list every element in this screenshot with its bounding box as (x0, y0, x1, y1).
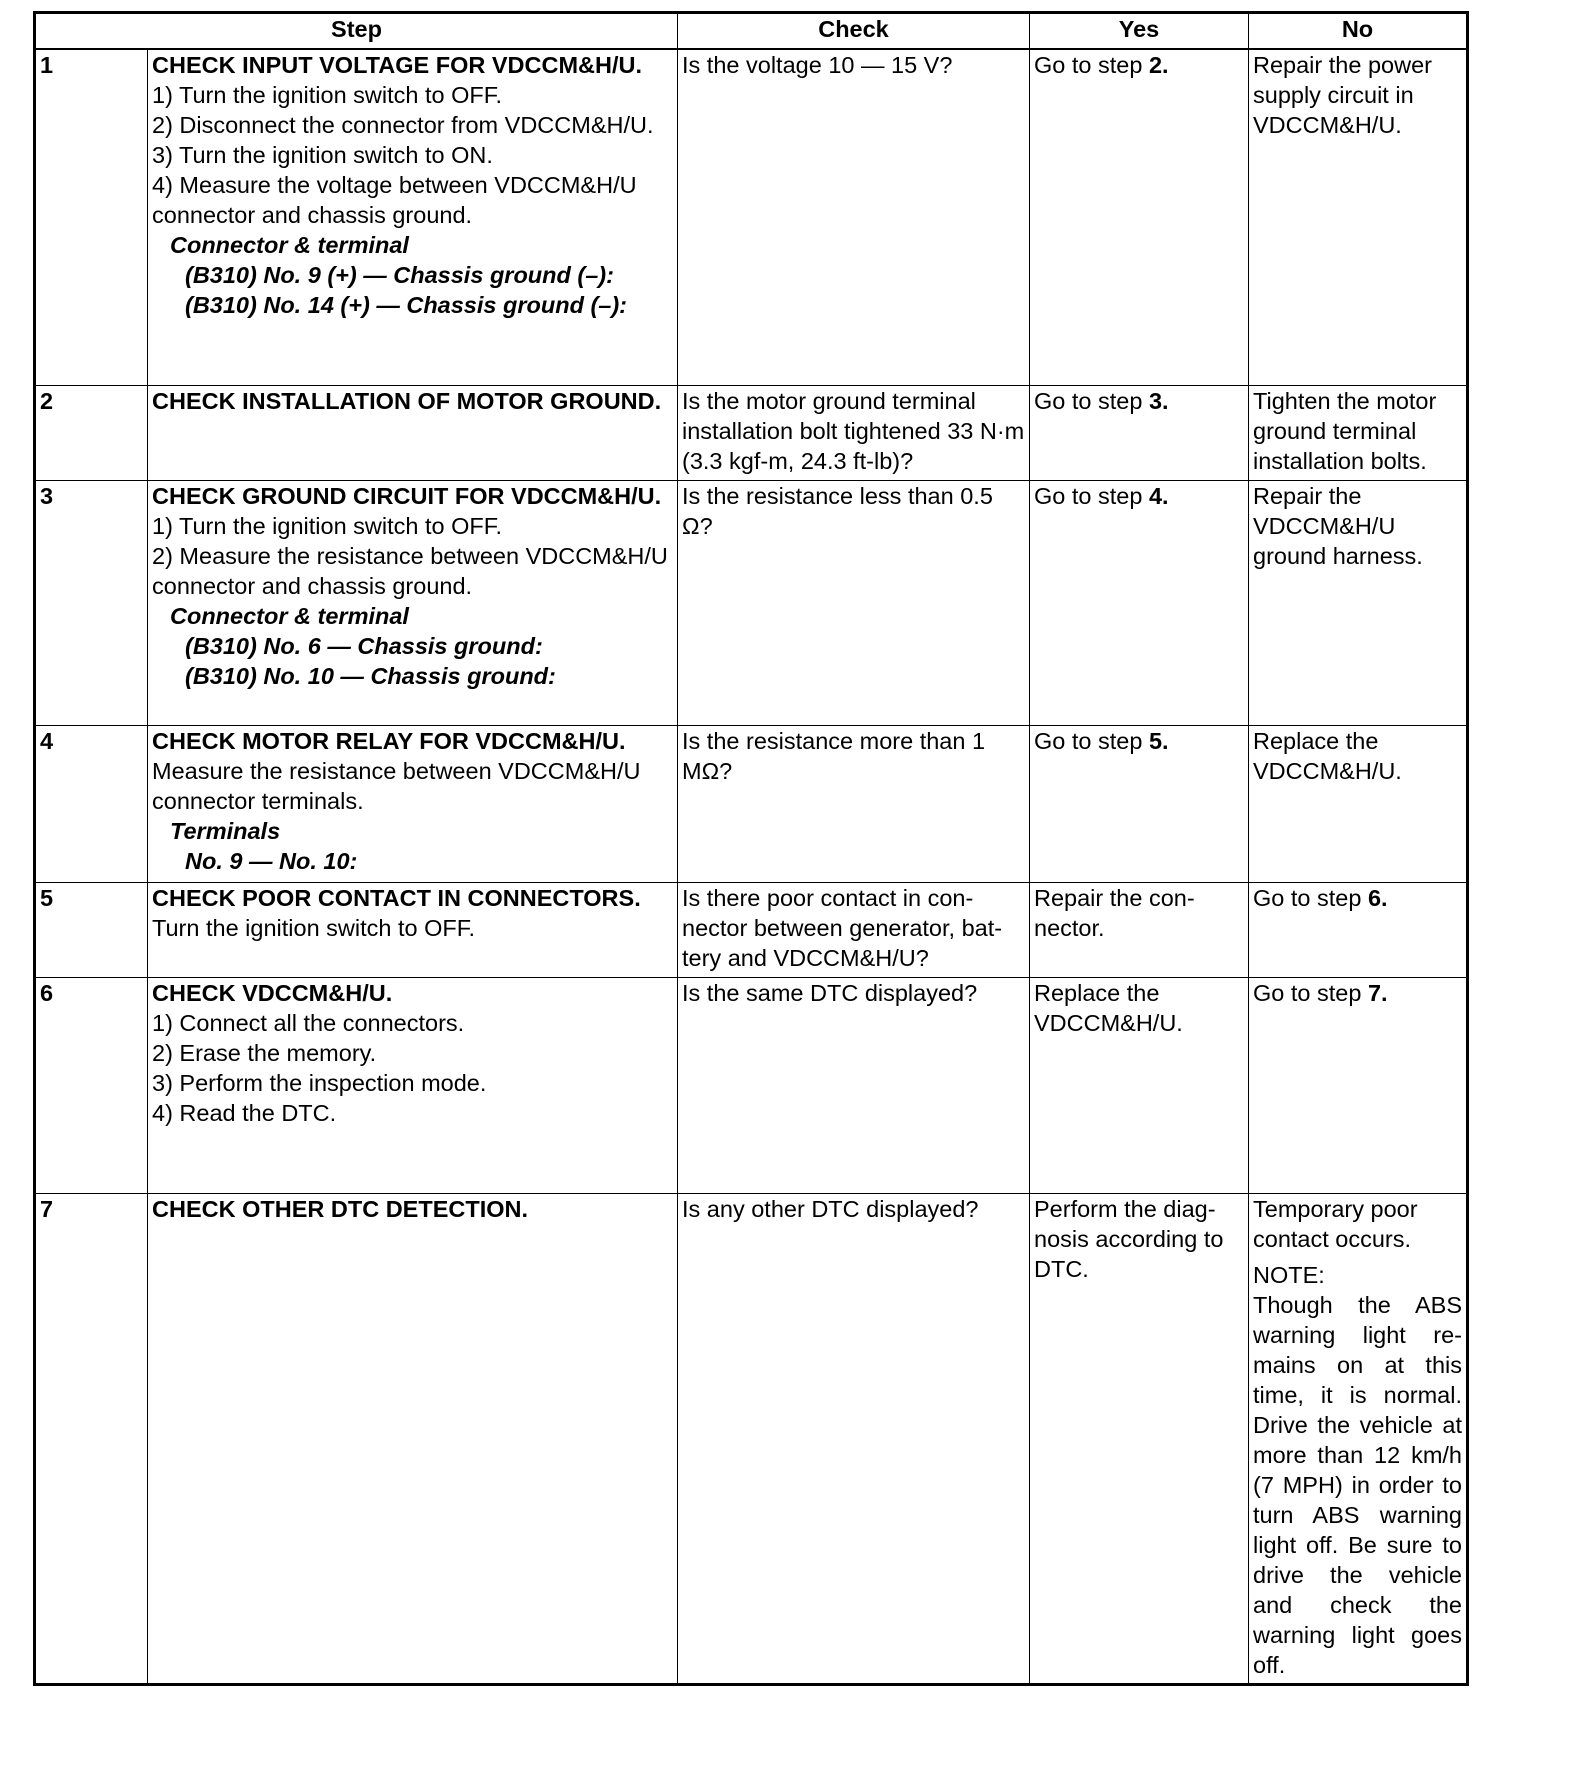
step-description (148, 481, 678, 726)
yes-cell (1030, 481, 1249, 726)
yes-cell (1030, 49, 1249, 386)
note-text: Though the ABS warning light re-mains on at this time, it is normal. Drive the vehicle at more than 12 km/h (7 MPH) in order to turn ABS warning light off. Be sure to drive the vehicle and check the warning light goes off. (1253, 1292, 1462, 1678)
table-row (35, 726, 1468, 883)
step-number: 5 (35, 883, 148, 978)
step-instruction: 4) Measure the voltage between VDCCM&H/U connector and chassis ground. (152, 172, 637, 228)
step-instruction: 1) Connect all the connectors. (152, 1010, 465, 1036)
step-instruction: Turn the ignition switch to OFF. (152, 915, 476, 941)
step-title: CHECK OTHER DTC DETECTION. (152, 1196, 528, 1222)
step-description (148, 386, 678, 481)
step-number: 2 (35, 386, 148, 481)
step-instruction: 3) Perform the inspection mode. (152, 1070, 487, 1096)
yes-cell (1030, 726, 1249, 883)
step-number: 6 (35, 978, 148, 1194)
no-step-ref: 6. (1367, 885, 1388, 911)
no-cell: Repair the power supply circuit in VDCCM&H/U. (1249, 49, 1468, 386)
step-instruction: 2) Disconnect the connector from VDCCM&H/U. (152, 112, 654, 138)
yes-cell: Repair the con-nector. (1030, 883, 1249, 978)
yes-step-ref: 5. (1148, 728, 1169, 754)
check-cell: Is there poor contact in con-nector between generator, bat-tery and VDCCM&H/U? (678, 883, 1030, 978)
no-cell (1249, 883, 1468, 978)
step-description (148, 883, 678, 978)
yes-prefix: Go to step (1034, 728, 1149, 754)
diagnostic-procedure-table (33, 11, 1469, 1686)
table-row (35, 978, 1468, 1194)
table-row (35, 883, 1468, 978)
yes-cell: Replace the VDCCM&H/U. (1030, 978, 1249, 1194)
step-instruction: Measure the resistance between VDCCM&H/U connector terminals. (152, 758, 641, 814)
header-yes: Yes (1030, 13, 1249, 50)
spec-item: (B310) No. 9 (+) — Chassis ground (–): (185, 262, 614, 288)
no-prefix: Go to step (1253, 980, 1368, 1006)
no-step-ref: 7. (1367, 980, 1388, 1006)
no-prefix: Go to step (1253, 885, 1368, 911)
yes-cell (1030, 386, 1249, 481)
check-cell: Is the voltage 10 — 15 V? (678, 49, 1030, 386)
yes-cell: Perform the diag-nosis according to DTC. (1030, 1194, 1249, 1685)
step-instruction: 2) Measure the resistance between VDCCM&H/U connector and chassis ground. (152, 543, 668, 599)
step-description (148, 1194, 678, 1685)
step-description (148, 49, 678, 386)
step-number: 4 (35, 726, 148, 883)
check-cell: Is any other DTC displayed? (678, 1194, 1030, 1685)
header-check: Check (678, 13, 1030, 50)
check-cell: Is the motor ground terminal installation bolt tightened 33 N·m (3.3 kgf-m, 24.3 ft-lb)? (678, 386, 1030, 481)
step-number: 7 (35, 1194, 148, 1685)
table-row (35, 1194, 1468, 1685)
step-title: CHECK VDCCM&H/U. (152, 980, 393, 1006)
check-cell: Is the same DTC displayed? (678, 978, 1030, 1194)
step-title: CHECK POOR CONTACT IN CONNECTORS. (152, 885, 641, 911)
step-title: CHECK INPUT VOLTAGE FOR VDCCM&H/U. (152, 52, 643, 78)
step-title: CHECK MOTOR RELAY FOR VDCCM&H/U. (152, 728, 626, 754)
yes-prefix: Go to step (1034, 483, 1149, 509)
spec-item: (B310) No. 10 — Chassis ground: (185, 663, 556, 689)
check-cell: Is the resistance more than 1 MΩ? (678, 726, 1030, 883)
header-row (35, 13, 1468, 50)
yes-step-ref: 2. (1148, 52, 1169, 78)
step-instruction: 1) Turn the ignition switch to OFF. (152, 82, 503, 108)
step-title: CHECK INSTALLATION OF MOTOR GROUND. (152, 388, 662, 414)
no-cell: Repair the VDCCM&H/U ground harness. (1249, 481, 1468, 726)
no-cell (1249, 978, 1468, 1194)
step-instruction: 4) Read the DTC. (152, 1100, 337, 1126)
header-step: Step (35, 13, 678, 50)
table-row (35, 386, 1468, 481)
no-cell (1249, 1194, 1468, 1685)
table-row (35, 49, 1468, 386)
step-instruction: 1) Turn the ignition switch to OFF. (152, 513, 503, 539)
step-number: 3 (35, 481, 148, 726)
table-row (35, 481, 1468, 726)
note-label: NOTE: (1253, 1262, 1325, 1288)
check-cell: Is the resistance less than 0.5 Ω? (678, 481, 1030, 726)
step-description (148, 978, 678, 1194)
step-instruction: 2) Erase the memory. (152, 1040, 377, 1066)
yes-step-ref: 3. (1148, 388, 1169, 414)
no-cell: Replace the VDCCM&H/U. (1249, 726, 1468, 883)
step-instruction: 3) Turn the ignition switch to ON. (152, 142, 493, 168)
spec-heading: Terminals (170, 818, 281, 844)
yes-prefix: Go to step (1034, 52, 1149, 78)
no-cell: Tighten the motor ground terminal installation bolts. (1249, 386, 1468, 481)
spec-heading: Connector & terminal (170, 232, 409, 258)
no-result-text: Temporary poor contact occurs. (1253, 1196, 1418, 1252)
spec-item: No. 9 — No. 10: (185, 848, 358, 874)
header-no: No (1249, 13, 1468, 50)
spec-item: (B310) No. 6 — Chassis ground: (185, 633, 543, 659)
yes-step-ref: 4. (1148, 483, 1169, 509)
step-title: CHECK GROUND CIRCUIT FOR VDCCM&H/U. (152, 483, 662, 509)
spec-item: (B310) No. 14 (+) — Chassis ground (–): (185, 292, 628, 318)
step-description (148, 726, 678, 883)
step-number: 1 (35, 49, 148, 386)
spec-heading: Connector & terminal (170, 603, 409, 629)
yes-prefix: Go to step (1034, 388, 1149, 414)
